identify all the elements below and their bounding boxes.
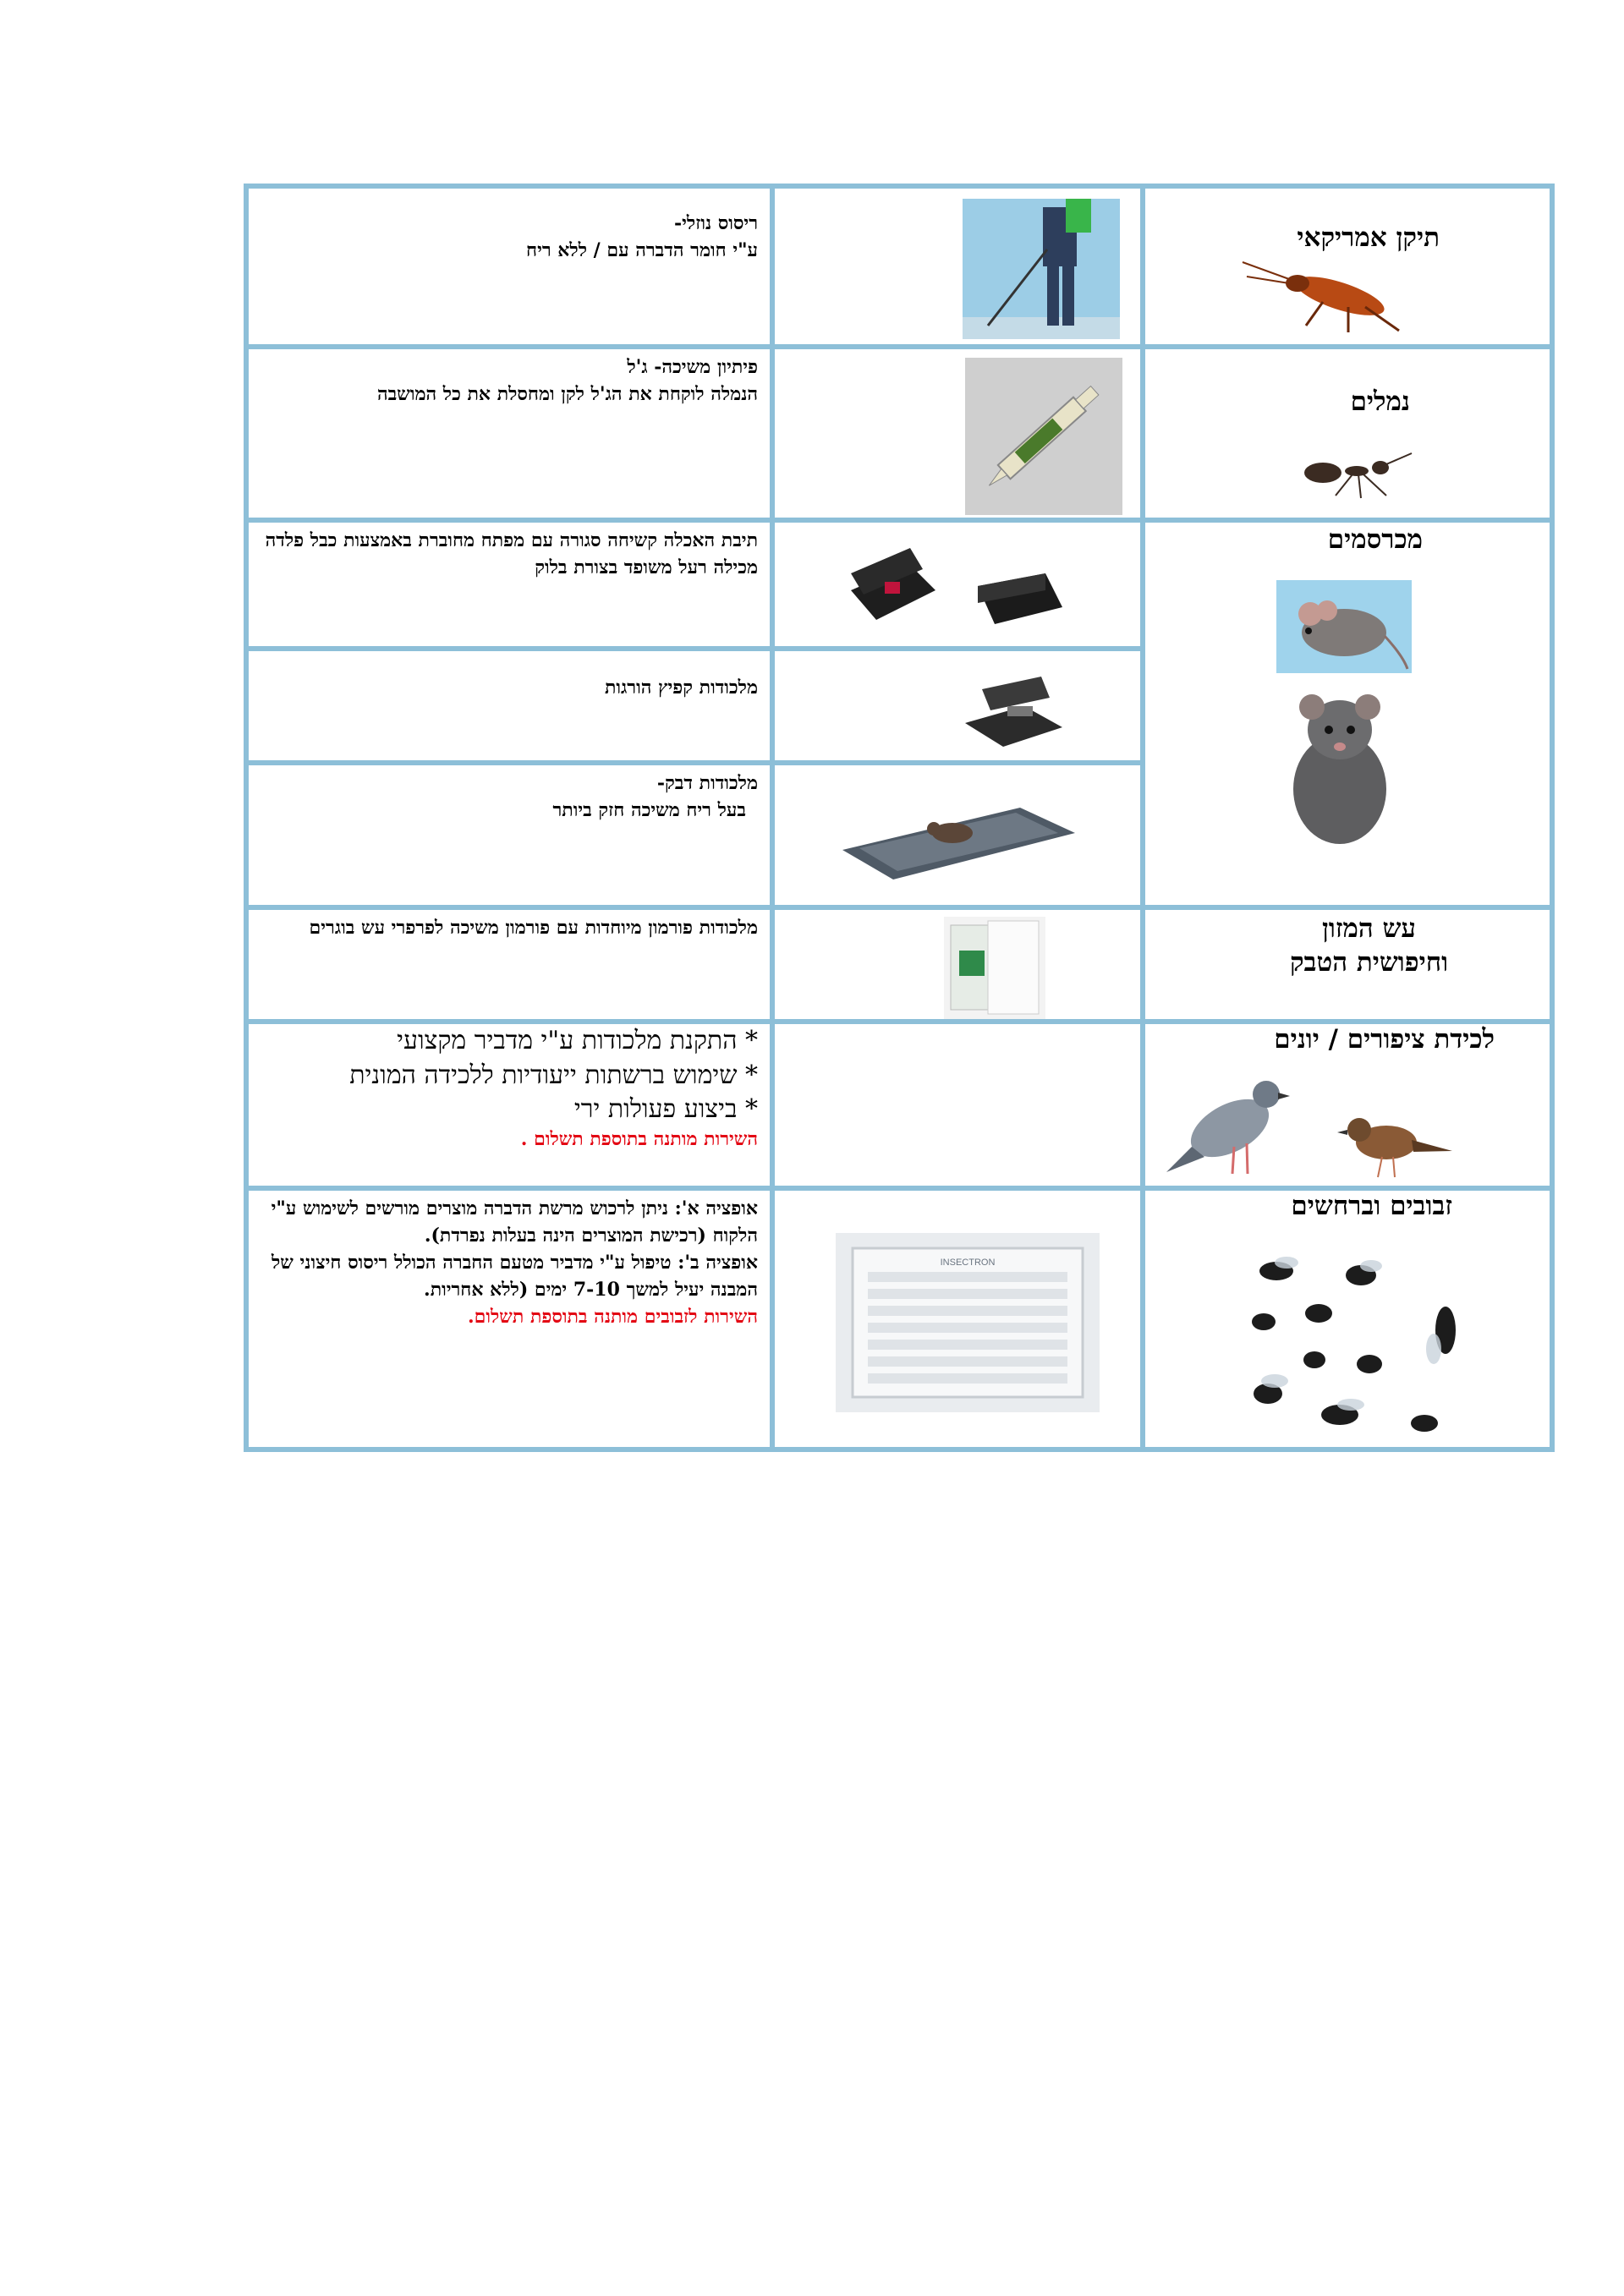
pest-name-line: עש המזון [1321, 913, 1416, 944]
row-moth-image-cell [772, 907, 1143, 1022]
row-birds-desc-cell [246, 1022, 772, 1188]
gel-syringe-image [965, 358, 1122, 515]
row-moth-pest-cell [1143, 907, 1552, 1022]
pest-name: מכרסמים [1327, 524, 1423, 555]
sparrow-icon [1336, 1104, 1454, 1181]
row-ants-desc-cell [246, 347, 772, 520]
cockroach-icon [1238, 258, 1424, 334]
snap-trap-image [957, 672, 1067, 748]
pest-name: זבובים וברחשים [1291, 1191, 1452, 1221]
pest-name: תיקן אמריקאי [1297, 222, 1440, 253]
desc-line: בעל ריח משיכה חזק ביותר [552, 798, 746, 821]
row-cockroach-image-cell [772, 186, 1143, 347]
insect-zapper-image [836, 1233, 1100, 1412]
desc-line: ריסוס נוזלי- [674, 212, 758, 234]
row-cockroach-desc-cell [246, 186, 772, 347]
row-birds-image-cell [772, 1022, 1143, 1188]
row-flies-image-cell [772, 1188, 1143, 1449]
desc-line: פיתיון משיכה- ג'ל [627, 356, 758, 378]
pest-name: נמלים [1350, 386, 1410, 417]
payment-note: השירות מותנה בתוספת תשלום . [520, 1127, 758, 1150]
desc-line: * שימוש ברשתות ייעודיות ללכידה המונית [349, 1060, 758, 1090]
desc-line: ע"י חומר הדברה עם / ללא ריח [526, 238, 758, 261]
row-flies-desc-cell [246, 1188, 772, 1449]
ant-icon [1289, 449, 1416, 500]
pigeon-icon [1166, 1062, 1293, 1181]
desc-line: תיבת האכלה קשיחה סגורה עם מפתח מחוברת באמצעות כבל פלדה מכילה רעל משופד בצורת בלוק [265, 529, 758, 578]
row-rodents-desc-cell-3 [246, 763, 772, 907]
row-birds-pest-cell [1143, 1022, 1552, 1188]
bait-station-image [842, 540, 1071, 641]
pest-name: לכידת ציפורים / יונים [1274, 1024, 1495, 1055]
row-ants-image-cell [772, 347, 1143, 520]
pheromone-trap-image [944, 917, 1045, 1020]
rat-icon [1276, 683, 1403, 852]
row-rodents-image-cell-2 [772, 649, 1143, 763]
desc-line: מלכודות דבק- [656, 772, 758, 794]
payment-note: השירות לזבובים מותנה בתוספת תשלום. [468, 1305, 758, 1328]
row-rodents-image-cell-1 [772, 520, 1143, 649]
fly-icon [1234, 1254, 1471, 1449]
pest-name [1290, 912, 1448, 980]
desc-line: הנמלה לוקחת את הג'ל לקן ומחסלת את כל המושבה [376, 382, 758, 405]
row-rodents-image-cell-3 [772, 763, 1143, 907]
desc-line: מלכודות קפיץ הורגות [604, 677, 758, 699]
desc-line: מלכודות פורמון מיוחדות עם פורמון משיכה לפרפרי עש בוגרים [309, 917, 758, 939]
row-flies-pest-cell [1143, 1188, 1552, 1449]
row-cockroach-pest-cell [1143, 186, 1552, 347]
glue-trap-image [834, 782, 1079, 884]
desc-line: * התקנת מלכודות ע"י מדביר מקצועי [397, 1026, 758, 1055]
desc-line: * ביצוע פעולות ירי [573, 1094, 758, 1124]
device-brand-label: INSECTRON [940, 1258, 996, 1268]
row-moth-desc-cell [246, 907, 772, 1022]
pest-control-table [244, 184, 1555, 1452]
sprayer-image [963, 199, 1120, 339]
row-ants-pest-cell [1143, 347, 1552, 520]
mouse-icon [1276, 580, 1412, 673]
desc-line: אופציה א': ניתן לרכוש מרשת הדברה מוצרים מורשים לשימוש ע"י הלקוח (רכישת המוצרים הינה בעלות נפרדת). [271, 1197, 758, 1247]
row-rodents-pest-cell [1143, 520, 1552, 907]
row-rodents-desc-cell-2 [246, 649, 772, 763]
desc-line: אופציה ב': טיפול ע"י מדביר מטעם החברה הכולל ריסוס חיצוני של המבנה יעיל למשך 7-10 ימים (ללא אחריות. [272, 1251, 758, 1301]
row-rodents-desc-cell-1 [246, 520, 772, 649]
pest-name-line: וחיפושית הטבק [1289, 947, 1448, 978]
